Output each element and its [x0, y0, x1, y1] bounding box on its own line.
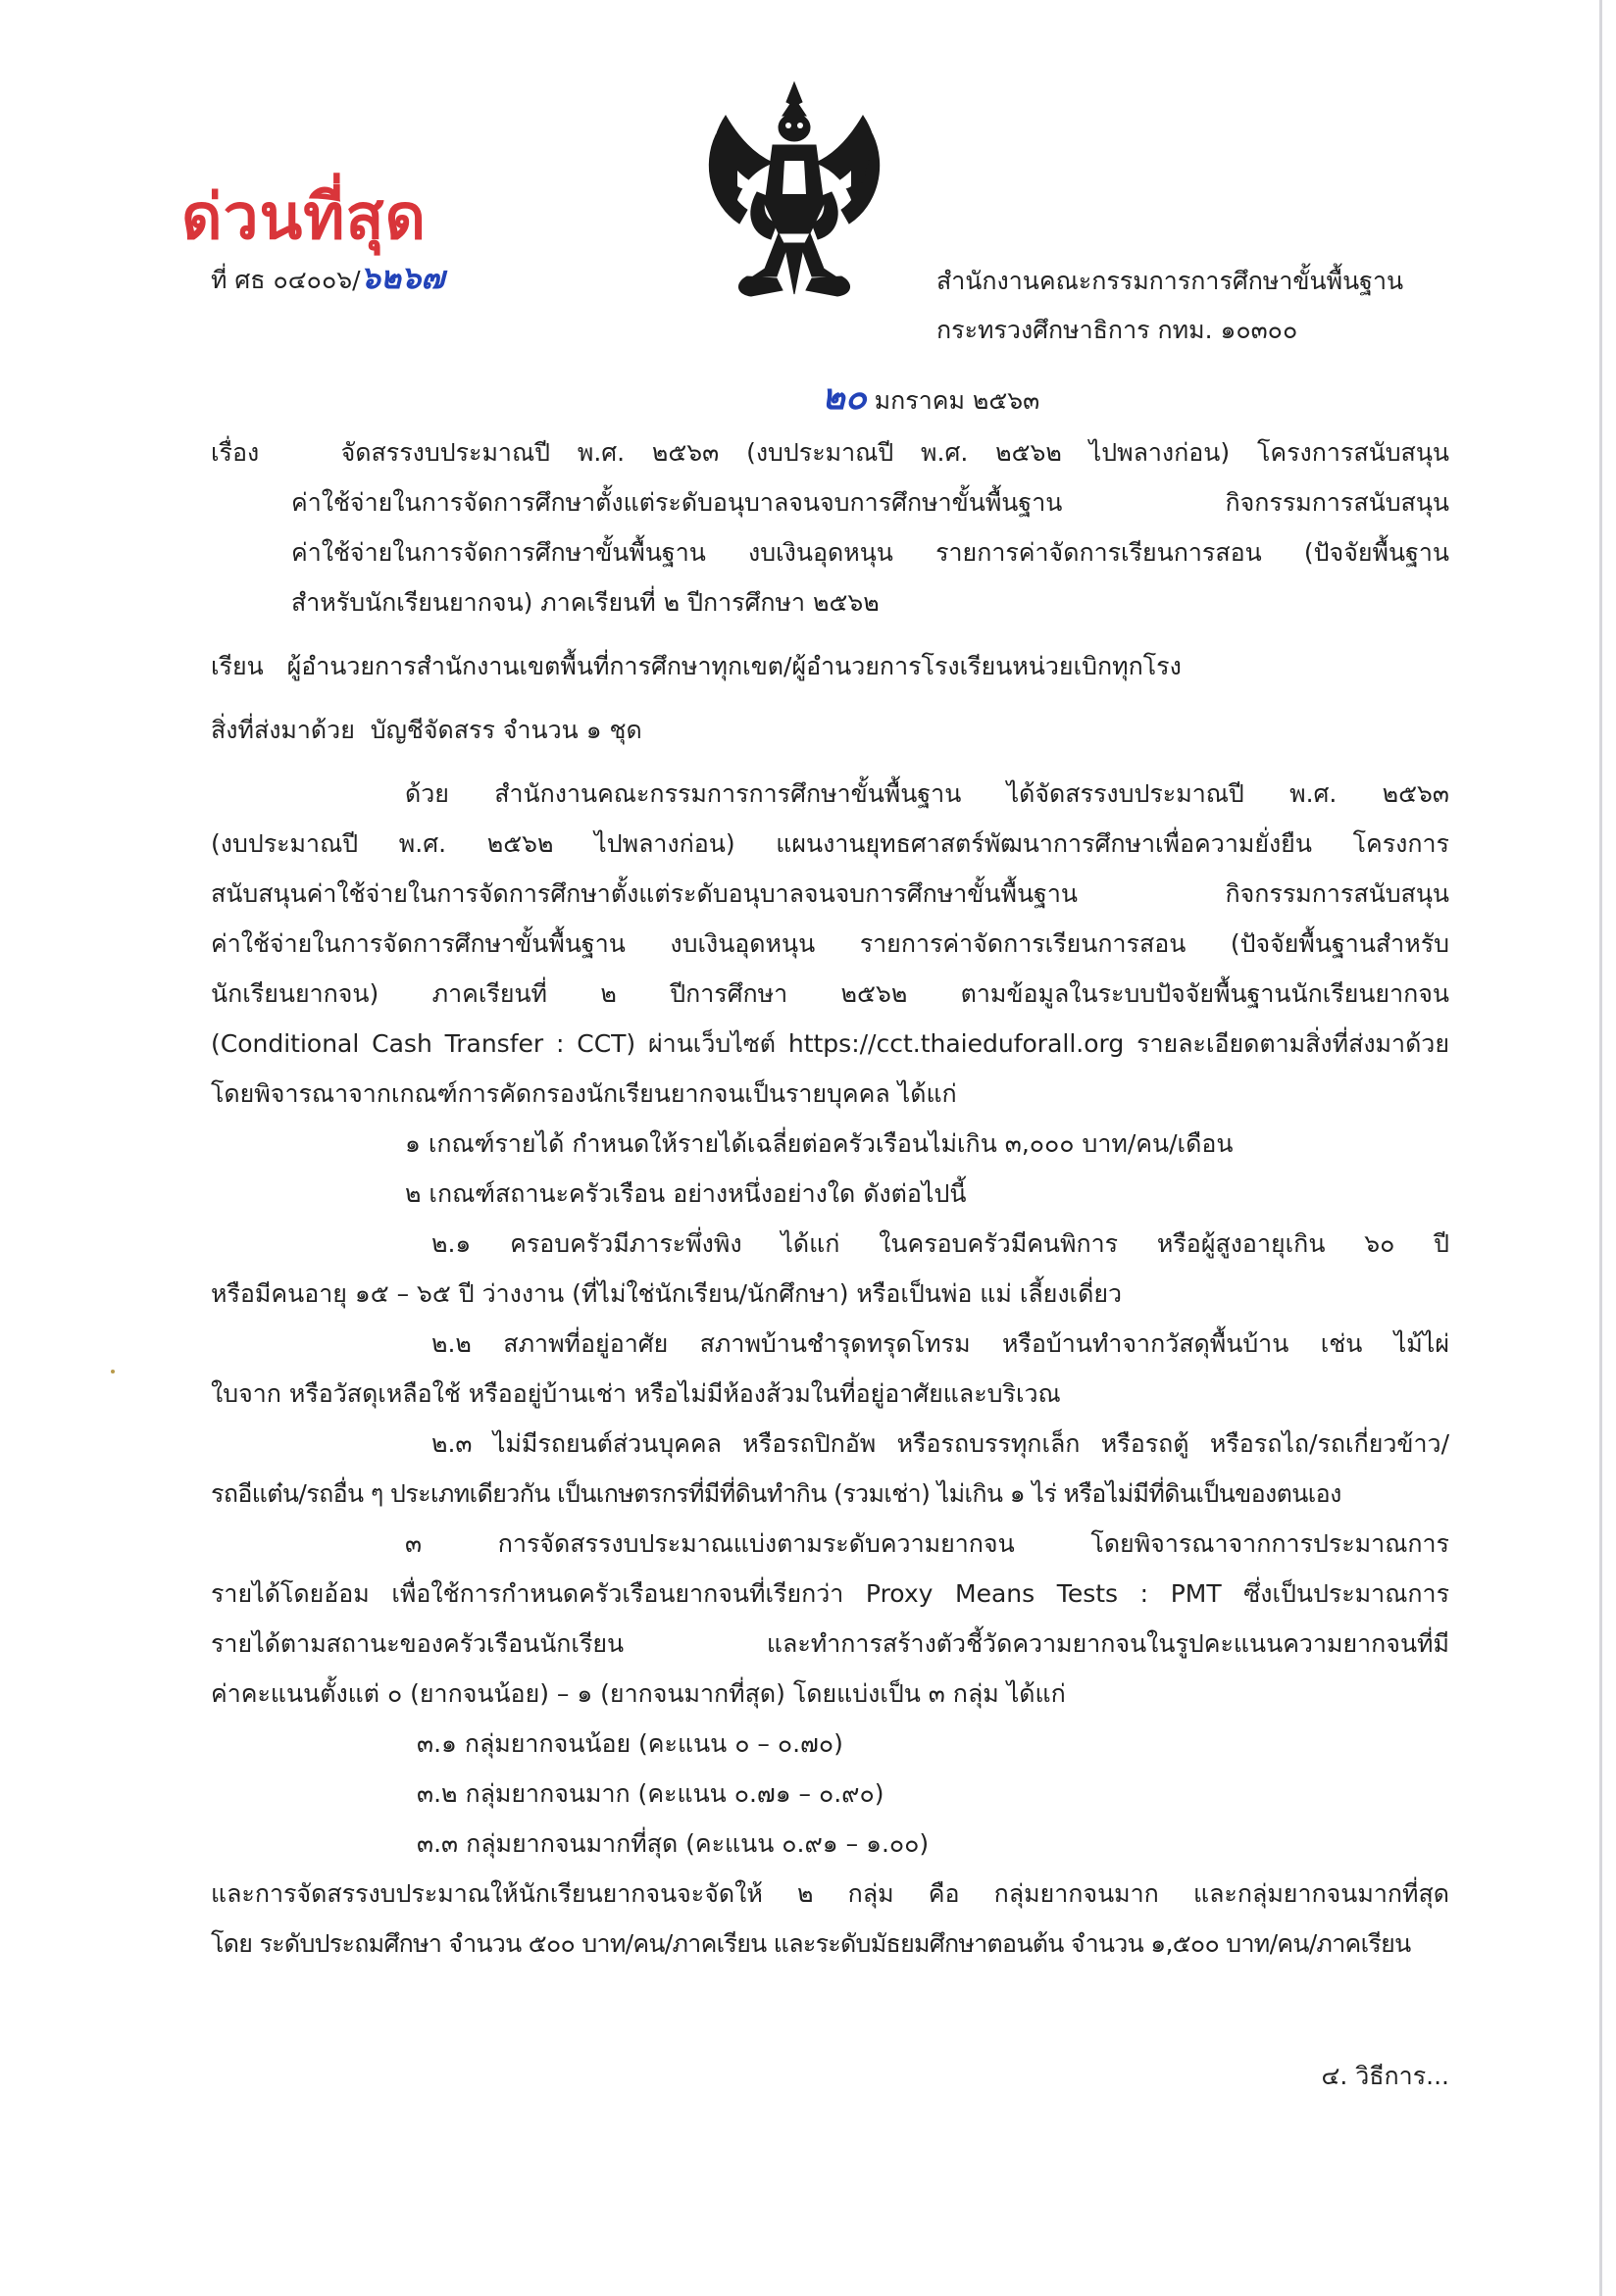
- criterion-2-3-cont: รถอีแต๋น/รถอื่น ๆ ประเภทเดียวกัน เป็นเกษตรกรที่มีที่ดินทำกิน (รวมเช่า) ไม่เกิน ๑ ไร่ หรือไม่มีที่ดินเป็นของตนเอง: [211, 1479, 1341, 1508]
- group-3-1: ๓.๑ กลุ่มยากจนน้อย (คะแนน ๐ – ๐.๗๐): [417, 1729, 843, 1758]
- paragraph-line: (Conditional Cash Transfer : CCT) ผ่านเว็บไซต์ https://cct.thaieduforall.org รายละเอียดตามสิ่งที่ส่งมาด้วย: [211, 1029, 1449, 1058]
- scan-speck: [111, 1370, 115, 1373]
- garuda-emblem-icon: [696, 76, 892, 302]
- criterion-1: ๑ เกณฑ์รายได้ กำหนดให้รายได้เฉลี่ยต่อครัวเรือนไม่เกิน ๓,๐๐๐ บาท/คน/เดือน: [405, 1129, 1234, 1158]
- continued-footer: ๔. วิธีการ...: [1321, 2062, 1449, 2090]
- criterion-3-paragraph: [211, 1519, 1449, 1719]
- paragraph-line: รายได้ตามสถานะของครัวเรือนนักเรียน และทำการสร้างตัวชี้วัดความยากจนในรูปคะแนนความยากจนที่มี: [211, 1629, 1449, 1658]
- subject-line: จัดสรรงบประมาณปี พ.ศ. ๒๕๖๓ (งบประมาณปี พ.ศ. ๒๕๖๒ ไปพลางก่อน) โครงการสนับสนุน: [340, 438, 1449, 467]
- recipient-line: [211, 641, 1449, 691]
- group-3-3: ๓.๓ กลุ่มยากจนมากที่สุด (คะแนน ๐.๙๑ – ๑.๐๐): [417, 1829, 930, 1858]
- criterion-2-1: ๒.๑ ครอบครัวมีภาระพึ่งพิง ได้แก่ ในครอบครัวมีคนพิการ หรือผู้สูงอายุเกิน ๖๐ ปี: [431, 1229, 1449, 1258]
- paragraph-line: โดยพิจารณาจากเกณฑ์การคัดกรองนักเรียนยากจนเป็นรายบุคคล ได้แก่: [211, 1079, 957, 1108]
- subject-line: สำหรับนักเรียนยากจน) ภาคเรียนที่ ๒ ปีการศึกษา ๒๕๖๒: [291, 588, 880, 617]
- paragraph-line: ค่าใช้จ่ายในการจัดการศึกษาขั้นพื้นฐาน งบเงินอุดหนุน รายการค่าจัดการเรียนการสอน (ปัจจัยพื้นฐานสำหรับ: [211, 929, 1449, 958]
- office-address: [936, 257, 1403, 355]
- recipient-text: ผู้อำนวยการสำนักงานเขตพื้นที่การศึกษาทุกเขต/ผู้อำนวยการโรงเรียนหน่วยเบิกทุกโรง: [286, 652, 1182, 680]
- document-number-handwritten: ๖๒๖๗: [360, 259, 445, 296]
- enclosure-label: สิ่งที่ส่งมาด้วย: [211, 716, 355, 744]
- document-number-prefix: ที่ ศธ ๐๔๐๐๖/: [211, 266, 361, 294]
- document-number: [211, 253, 444, 303]
- closing-line: และการจัดสรรงบประมาณให้นักเรียนยากจนจะจัดให้ ๒ กลุ่ม คือ กลุ่มยากจนมาก และกลุ่มยากจนมากที่สุด: [211, 1879, 1449, 1908]
- paragraph-line: รายได้โดยอ้อม เพื่อใช้การกำหนดครัวเรือนยากจนที่เรียกว่า Proxy Means Tests : PMT ซึ่งเป็นประมาณการ: [211, 1579, 1449, 1608]
- office-name: สำนักงานคณะกรรมการการศึกษาขั้นพื้นฐาน: [936, 267, 1404, 295]
- subject-block: [211, 427, 1449, 627]
- document-body: [211, 427, 1449, 1969]
- office-location: กระทรวงศึกษาธิการ กทม. ๑๐๓๐๐: [936, 316, 1298, 344]
- group-3-2: ๓.๒ กลุ่มยากจนมาก (คะแนน ๐.๗๑ – ๐.๙๐): [417, 1779, 884, 1808]
- criterion-2-2-cont: ใบจาก หรือวัสดุเหลือใช้ หรืออยู่บ้านเช่า หรือไม่มีห้องส้วมในที่อยู่อาศัยและบริเวณ: [211, 1379, 1061, 1408]
- enclosure-line: [211, 705, 1449, 755]
- paragraph-line: ค่าคะแนนตั้งแต่ ๐ (ยากจนน้อย) – ๑ (ยากจนมากที่สุด) โดยแบ่งเป็น ๓ กลุ่ม ได้แก่: [211, 1679, 1066, 1708]
- paragraph-line: นักเรียนยากจน) ภาคเรียนที่ ๒ ปีการศึกษา ๒๕๖๒ ตามข้อมูลในระบบปัจจัยพื้นฐานนักเรียนยากจน: [211, 979, 1449, 1008]
- intro-paragraph: [211, 769, 1449, 1119]
- paragraph-line: (งบประมาณปี พ.ศ. ๒๕๖๒ ไปพลางก่อน) แผนงานยุทธศาสตร์พัฒนาการศึกษาเพื่อความยั่งยืน โครงการ: [211, 829, 1449, 858]
- paragraph-line: ด้วย สำนักงานคณะกรรมการการศึกษาขั้นพื้นฐาน ได้จัดสรรงบประมาณปี พ.ศ. ๒๕๖๓: [405, 779, 1449, 808]
- document-date: [822, 369, 1039, 424]
- criterion-2: ๒ เกณฑ์สถานะครัวเรือน อย่างหนึ่งอย่างใด ดังต่อไปนี้: [405, 1179, 967, 1208]
- paragraph-line: สนับสนุนค่าใช้จ่ายในการจัดการศึกษาตั้งแต่ระดับอนุบาลจนจบการศึกษาขั้นพื้นฐาน กิจกรรมการสนับสนุน: [211, 879, 1449, 908]
- date-day-handwritten: ๒๐: [822, 377, 867, 418]
- criterion-2-1-cont: หรือมีคนอายุ ๑๕ – ๖๕ ปี ว่างงาน (ที่ไม่ใช่นักเรียน/นักศึกษา) หรือเป็นพ่อ แม่ เลี้ยงเดี่ยว: [211, 1279, 1123, 1308]
- subject-label: เรื่อง: [211, 438, 260, 467]
- urgent-stamp: ด่วนที่สุด: [181, 180, 428, 254]
- recipient-label: เรียน: [211, 652, 264, 680]
- subject-line: ค่าใช้จ่ายในการจัดการศึกษาขั้นพื้นฐาน งบเงินอุดหนุน รายการค่าจัดการเรียนการสอน (ปัจจัยพื้นฐาน: [291, 538, 1449, 567]
- subject-line: ค่าใช้จ่ายในการจัดการศึกษาตั้งแต่ระดับอนุบาลจนจบการศึกษาขั้นพื้นฐาน กิจกรรมการสนับสนุน: [291, 488, 1449, 517]
- closing-line: โดย ระดับประถมศึกษา จำนวน ๕๐๐ บาท/คน/ภาคเรียน และระดับมัธยมศึกษาตอนต้น จำนวน ๑,๕๐๐ บาท/คน/ภาคเรียน: [211, 1929, 1411, 1958]
- criterion-2-2: ๒.๒ สภาพที่อยู่อาศัย สภาพบ้านชำรุดทรุดโทรม หรือบ้านทำจากวัสดุพื้นบ้าน เช่น ไม้ไผ่: [431, 1329, 1449, 1358]
- criterion-2-3: ๒.๓ ไม่มีรถยนต์ส่วนบุคคล หรือรถปิกอัพ หรือรถบรรทุกเล็ก หรือรถตู้ หรือรถไถ/รถเกี่ยวข้าว/: [431, 1429, 1449, 1458]
- date-month-year: มกราคม ๒๕๖๓: [874, 386, 1040, 415]
- paragraph-line: ๓ การจัดสรรงบประมาณแบ่งตามระดับความยากจน โดยพิจารณาจากการประมาณการ: [405, 1529, 1449, 1558]
- scan-edge: [1599, 0, 1602, 2296]
- enclosure-text: บัญชีจัดสรร จำนวน ๑ ชุด: [370, 716, 642, 744]
